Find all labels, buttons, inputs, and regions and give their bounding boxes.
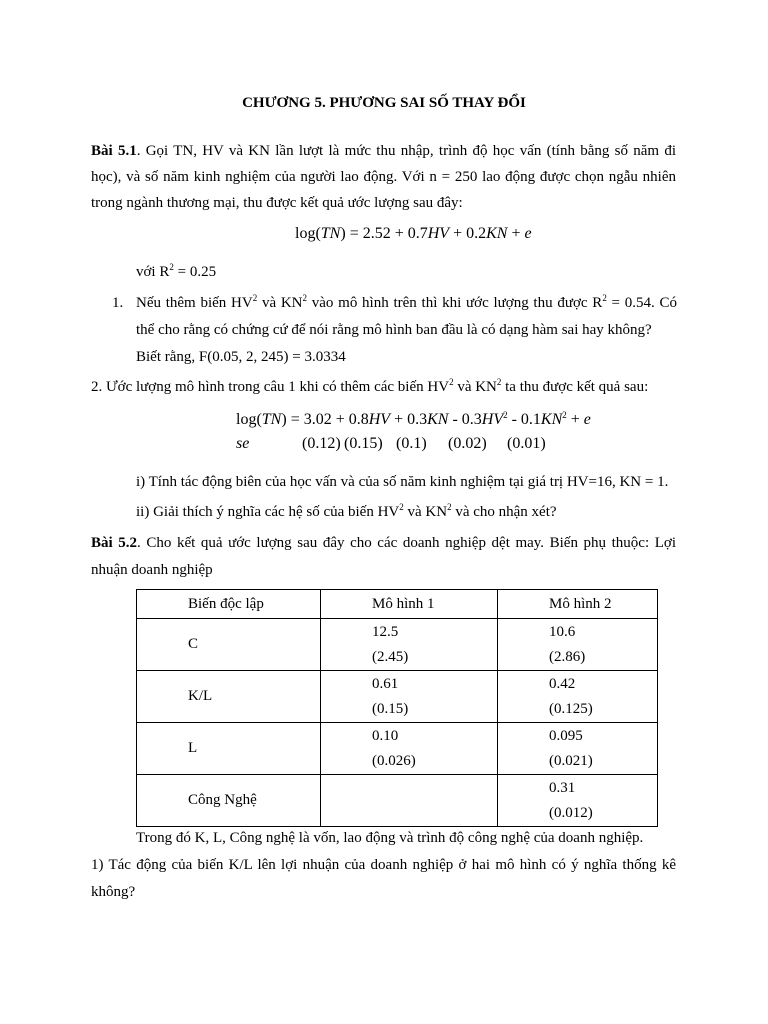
header-bien-doc-lap: Biến độc lập xyxy=(188,595,264,612)
eq1-mid: + 0.2 xyxy=(449,225,487,242)
bai51-paragraph-line1 xyxy=(91,141,676,161)
q1-text-b: và KN xyxy=(257,295,303,311)
table-cell xyxy=(137,619,321,671)
table-row xyxy=(137,619,658,671)
sup: 2 xyxy=(252,293,258,303)
q2-text-b: và KN xyxy=(453,379,497,395)
coef: 10.6 xyxy=(549,623,576,640)
sup: 2 xyxy=(496,377,502,387)
eq2-term: + xyxy=(566,411,584,428)
results-table xyxy=(136,589,658,827)
r-squared-line xyxy=(136,262,216,282)
std-error: (0.021) xyxy=(549,752,593,769)
header-mo-hinh-2: Mô hình 2 xyxy=(549,595,612,612)
bai52-question-1-line1: 1) Tác động của biến K/L lên lợi nhuận của doanh nghiệp ở hai mô hình có ý nghĩa thống kê xyxy=(91,857,676,873)
bai51-text-1: . Gọi TN, HV và KN lần lượt là mức thu nhập, trình độ học vấn (tính bằng số năm đi xyxy=(136,143,676,159)
se-value: (0.01) xyxy=(507,435,546,452)
eq2-log: log( xyxy=(236,411,262,428)
sup: 2 xyxy=(562,410,567,420)
coef: 0.095 xyxy=(549,727,583,744)
equation-2 xyxy=(236,410,591,430)
eq2-var-hv2: HV xyxy=(481,411,504,428)
table-row xyxy=(137,723,658,775)
bai51-label: Bài 5.1 xyxy=(91,143,137,159)
se-value: (0.15) xyxy=(344,435,383,452)
eq1-var-tn: TN xyxy=(320,225,341,242)
variable-name: Công Nghệ xyxy=(188,792,257,808)
q1-text-c: vào mô hình trên thì khi ước lượng thu được R xyxy=(307,295,603,311)
q2-text-c: ta thu được kết quả sau: xyxy=(501,379,649,395)
equation-1 xyxy=(295,224,532,244)
eq2-term: + 0.3 xyxy=(390,411,428,428)
eq1-log: log( xyxy=(295,225,321,242)
table-row xyxy=(137,775,658,827)
table-cell xyxy=(498,723,658,775)
eq2-var-tn: TN xyxy=(261,411,282,428)
variable-name: L xyxy=(188,740,198,756)
std-error: (2.45) xyxy=(372,648,409,665)
q1-number: 1. xyxy=(112,295,124,311)
std-error: (2.86) xyxy=(549,648,586,665)
eq2-term: - 0.1 xyxy=(507,411,541,428)
variable-name: K/L xyxy=(188,688,213,704)
table-cell xyxy=(137,775,321,827)
table-header-cell xyxy=(498,590,658,619)
coef: 0.42 xyxy=(549,675,576,692)
eq2-error: e xyxy=(583,411,591,428)
table-cell xyxy=(498,619,658,671)
bai52-paragraph-line1 xyxy=(91,533,676,553)
bai52-paragraph-line2: nhuận doanh nghiệp xyxy=(91,562,213,578)
qii-text-c: và cho nhận xét? xyxy=(451,504,557,520)
table-note: Trong đó K, L, Công nghệ là vốn, lao động và trình độ công nghệ của doanh nghiệp. xyxy=(136,830,644,846)
sup: 2 xyxy=(602,293,607,303)
q2-line xyxy=(91,377,648,397)
std-error: (0.012) xyxy=(549,804,593,821)
coef: 0.10 xyxy=(372,727,399,744)
table-cell xyxy=(137,671,321,723)
qii-text-b: và KN xyxy=(403,504,448,520)
q2-text-a: 2. Ước lượng mô hình trong câu 1 khi có thêm các biến HV xyxy=(91,379,450,395)
qii-text-a: ii) Giải thích ý nghĩa các hệ số của biến HV xyxy=(136,504,400,520)
std-error: (0.125) xyxy=(549,700,593,717)
eq2-var-kn: KN xyxy=(427,411,449,428)
coef: 12.5 xyxy=(372,623,399,640)
table-cell xyxy=(321,775,498,827)
bai51-paragraph-line3: trong ngành thương mại, thu được kết quả ước lượng sau đây: xyxy=(91,195,463,211)
coef: 0.31 xyxy=(549,779,576,796)
page-title: CHƯƠNG 5. PHƯƠNG SAI SỐ THAY ĐỔI xyxy=(242,95,526,111)
bai52-label: Bài 5.2 xyxy=(91,535,138,551)
se-value: (0.1) xyxy=(396,435,427,452)
sup: 2 xyxy=(503,410,508,420)
q1-line1 xyxy=(136,293,677,313)
table-cell xyxy=(321,619,498,671)
table-header-cell xyxy=(321,590,498,619)
variable-name: C xyxy=(188,636,199,652)
eq1-rest: ) = 2.52 + 0.7 xyxy=(340,225,428,242)
sup: 2 xyxy=(399,502,404,512)
table-cell xyxy=(498,775,658,827)
table-cell xyxy=(321,723,498,775)
se-value: (0.12) xyxy=(302,435,341,452)
se-row xyxy=(236,434,596,454)
sup: 2 xyxy=(449,377,454,387)
se-value: (0.02) xyxy=(448,435,487,452)
table-row xyxy=(137,671,658,723)
eq1-plus: + xyxy=(507,225,525,242)
header-mo-hinh-1: Mô hình 1 xyxy=(372,595,435,612)
table-cell xyxy=(321,671,498,723)
coef: 0.61 xyxy=(372,675,399,692)
question-ii xyxy=(136,502,557,522)
bai51-paragraph-line2: học), và số năm kinh nghiệm của người lao động. Với n = 250 lao động được chọn ngẫu nhiên xyxy=(91,169,676,185)
eq2-var-hv: HV xyxy=(368,411,391,428)
eq1-var-hv: HV xyxy=(427,225,450,242)
se-label: se xyxy=(236,435,250,452)
sup: 2 xyxy=(447,502,452,512)
q1-text-d: = 0.54. Có xyxy=(606,295,677,311)
r2-prefix: với R xyxy=(136,264,170,280)
r2-sup: 2 xyxy=(169,262,174,272)
table-header-cell xyxy=(137,590,321,619)
sup: 2 xyxy=(302,293,308,303)
table-cell xyxy=(498,671,658,723)
eq2-term: - 0.3 xyxy=(448,411,482,428)
bai52-question-1-line2: không? xyxy=(91,884,136,900)
q1-text-a: Nếu thêm biến HV xyxy=(136,295,253,311)
eq2-rest: ) = 3.02 + 0.8 xyxy=(281,411,369,428)
question-i: i) Tính tác động biên của học vấn và của số năm kinh nghiệm tại giá trị HV=16, KN = 1. xyxy=(136,474,669,490)
eq1-error: e xyxy=(524,225,532,242)
std-error: (0.15) xyxy=(372,700,409,717)
r2-value: = 0.25 xyxy=(173,264,217,280)
std-error: (0.026) xyxy=(372,752,416,769)
table-cell xyxy=(137,723,321,775)
bai52-text-1: . Cho kết quả ước lượng sau đây cho các doanh nghiệp dệt may. Biến phụ thuộc: Lợi xyxy=(137,535,676,551)
q1-line3: Biết rằng, F(0.05, 2, 245) = 3.0334 xyxy=(136,349,346,365)
table-header-row xyxy=(137,590,658,619)
q1-line2: thể cho rằng có chứng cứ để nói rằng mô hình ban đầu là có dạng hàm sai hay không? xyxy=(136,322,652,338)
eq1-var-kn: KN xyxy=(486,225,508,242)
eq2-var-kn2: KN xyxy=(540,411,563,428)
